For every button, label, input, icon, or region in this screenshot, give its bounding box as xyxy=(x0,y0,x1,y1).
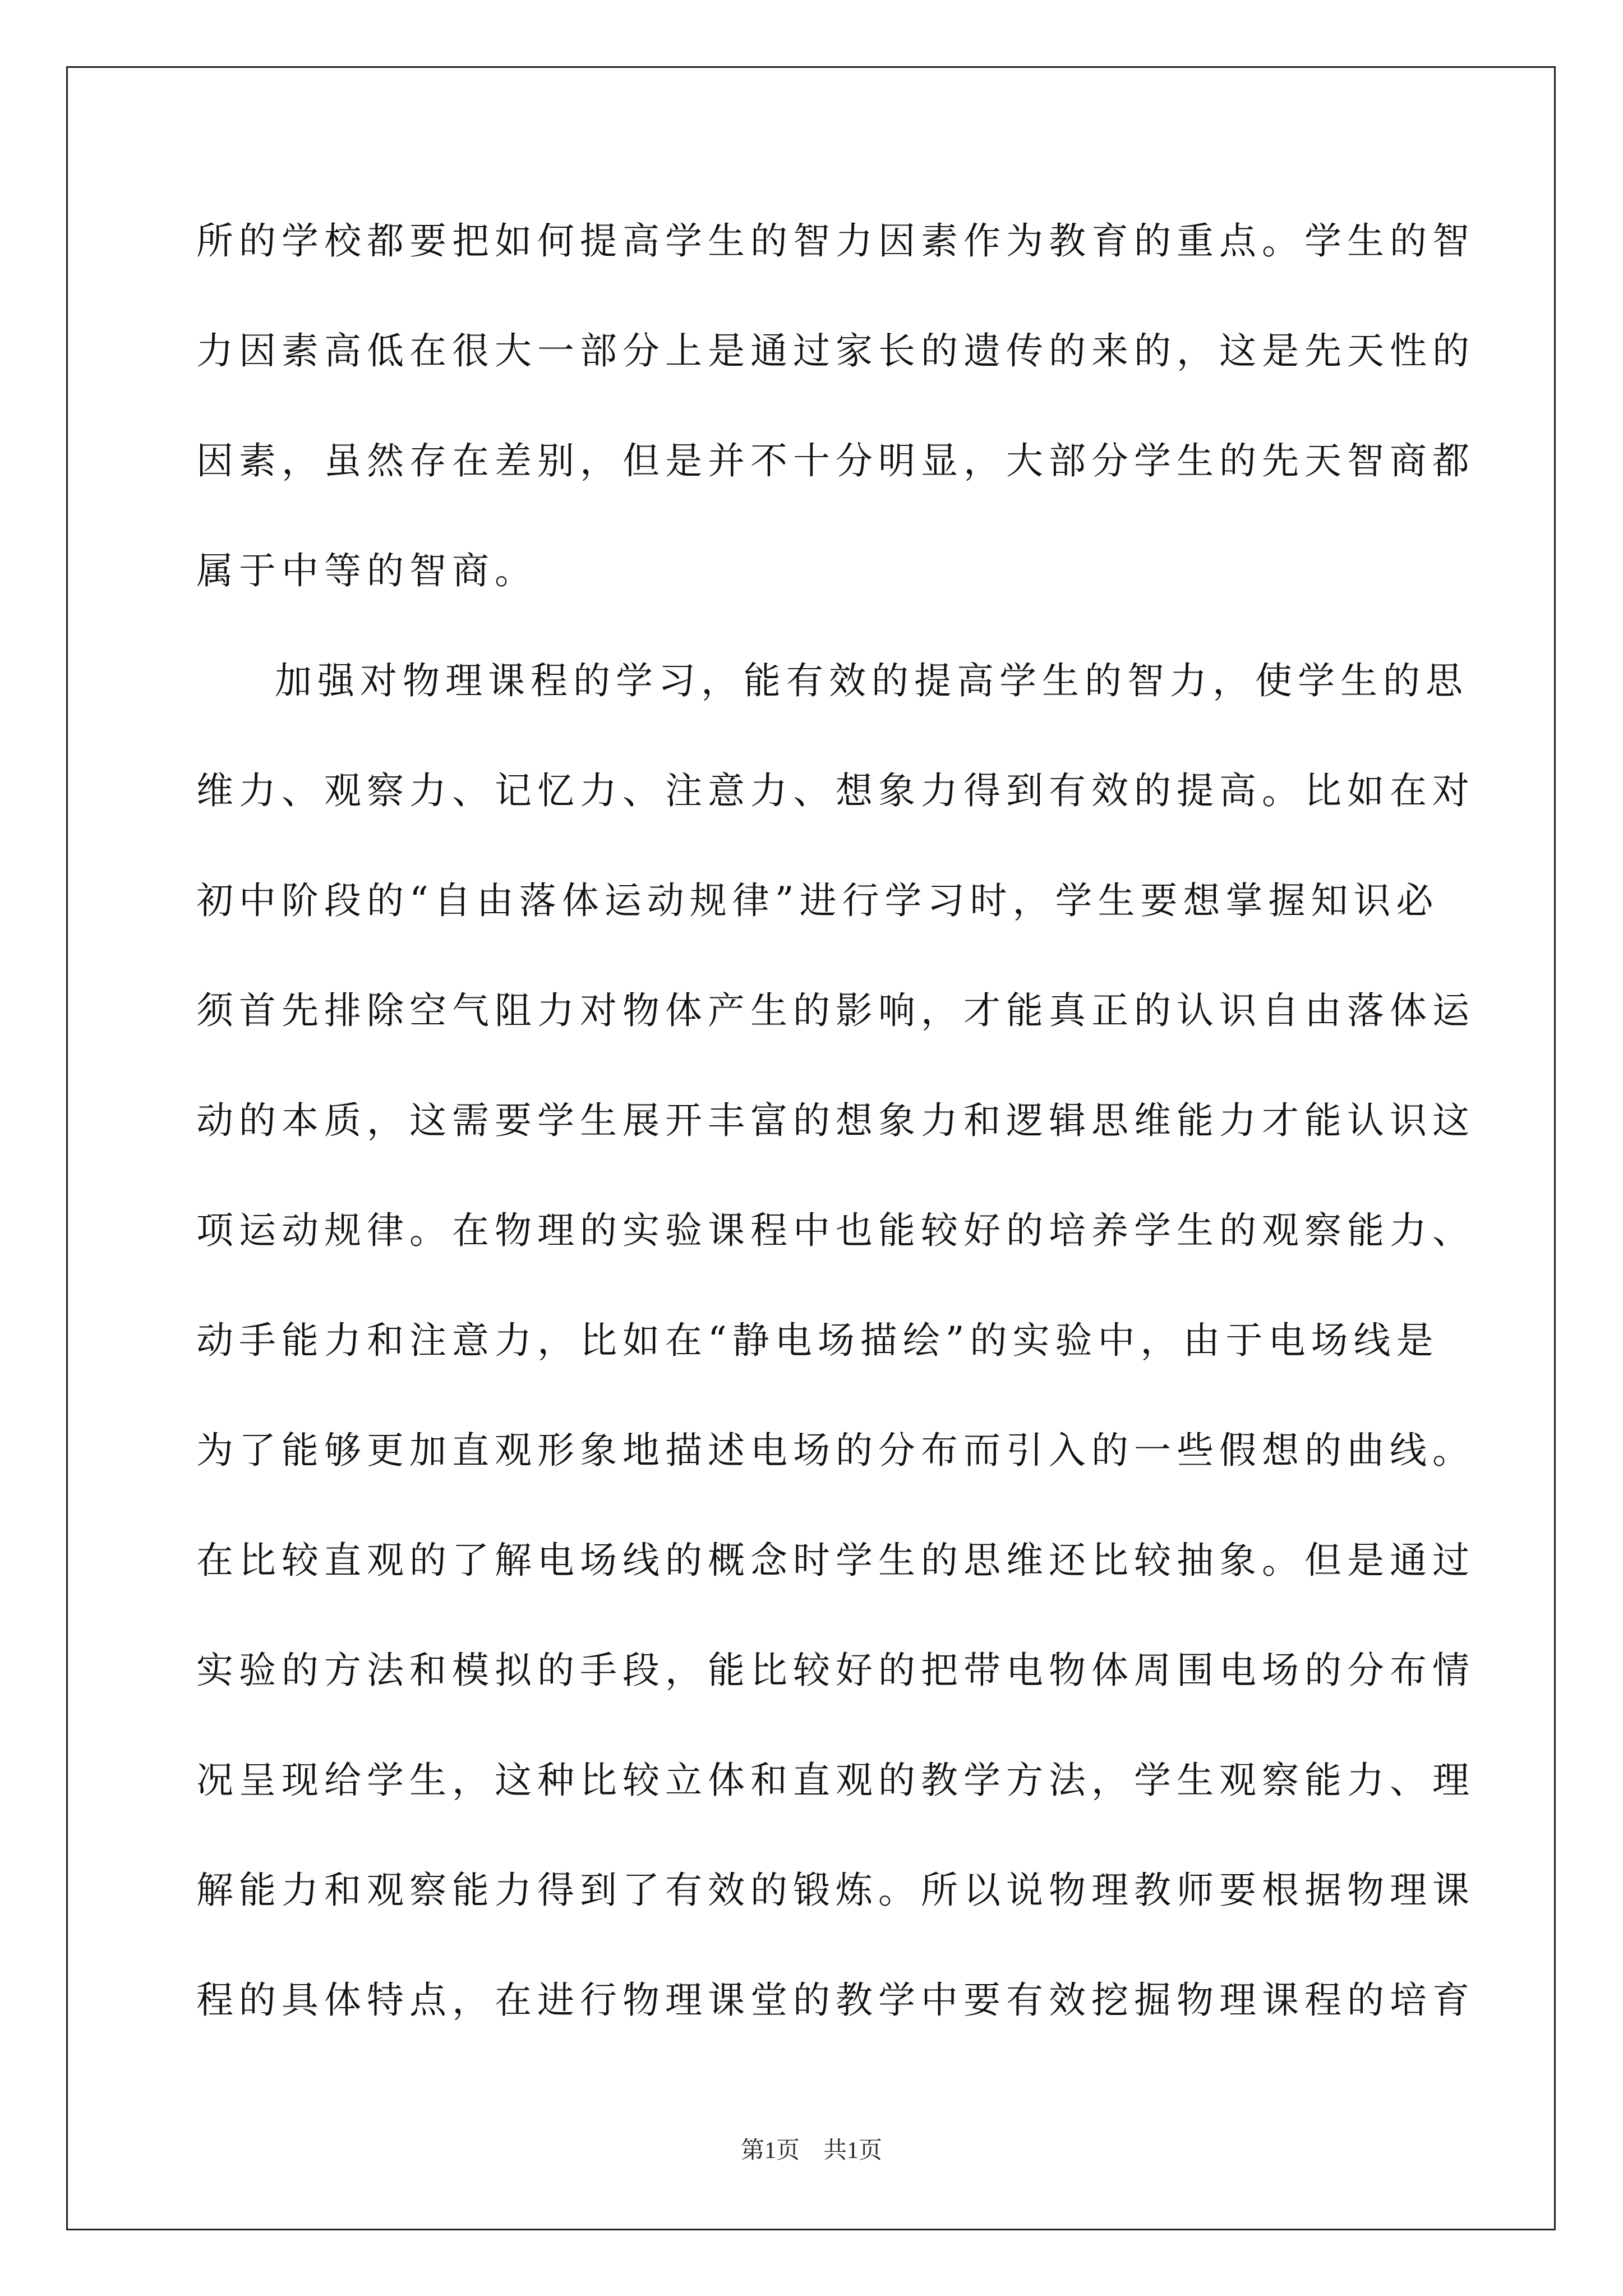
document-body xyxy=(196,208,1475,2077)
text-line: 须首先排除空气阻力对物体产生的影响，才能真正的认识自由落体运 xyxy=(196,989,1475,1032)
text-line: 动的本质，这需要学生展开丰富的想象力和逻辑思维能力才能认识这 xyxy=(196,1099,1475,1142)
text-line: 实验的方法和模拟的手段，能比较好的把带电物体周围电场的分布情 xyxy=(196,1649,1475,1692)
paragraph-first-line: 加强对物理课程的学习，能有效的提高学生的智力，使学生的思 xyxy=(275,659,1468,702)
text-line: 为了能够更加直观形象地描述电场的分布而引入的一些假想的曲线。 xyxy=(196,1429,1475,1472)
text-line: 初中阶段的“自由落体运动规律”进行学习时，学生要想掌握知识必 xyxy=(196,879,1439,922)
text-line: 维力、观察力、记忆力、注意力、想象力得到有效的提高。比如在对 xyxy=(196,769,1475,812)
text-line: 力因素高低在很大一部分上是通过家长的遗传的来的，这是先天性的 xyxy=(196,329,1475,372)
text-line: 况呈现给学生，这种比较立体和直观的教学方法，学生观察能力、理 xyxy=(196,1759,1475,1802)
text-line: 属于中等的智商。 xyxy=(196,549,537,592)
text-line: 所的学校都要把如何提高学生的智力因素作为教育的重点。学生的智 xyxy=(196,219,1475,263)
text-line: 解能力和观察能力得到了有效的锻炼。所以说物理教师要根据物理课 xyxy=(196,1869,1475,1912)
text-line: 项运动规律。在物理的实验课程中也能较好的培养学生的观察能力、 xyxy=(196,1209,1475,1252)
text-line: 因素，虽然存在差别，但是并不十分明显，大部分学生的先天智商都 xyxy=(196,439,1475,482)
text-line: 动手能力和注意力，比如在“静电场描绘”的实验中，由于电场线是 xyxy=(196,1319,1439,1362)
text-line: 在比较直观的了解电场线的概念时学生的思维还比较抽象。但是通过 xyxy=(196,1539,1475,1582)
text-line: 程的具体特点，在进行物理课堂的教学中要有效挖掘物理课程的培育 xyxy=(196,1978,1475,2022)
page-number-footer: 第1页 共1页 xyxy=(740,2138,882,2164)
